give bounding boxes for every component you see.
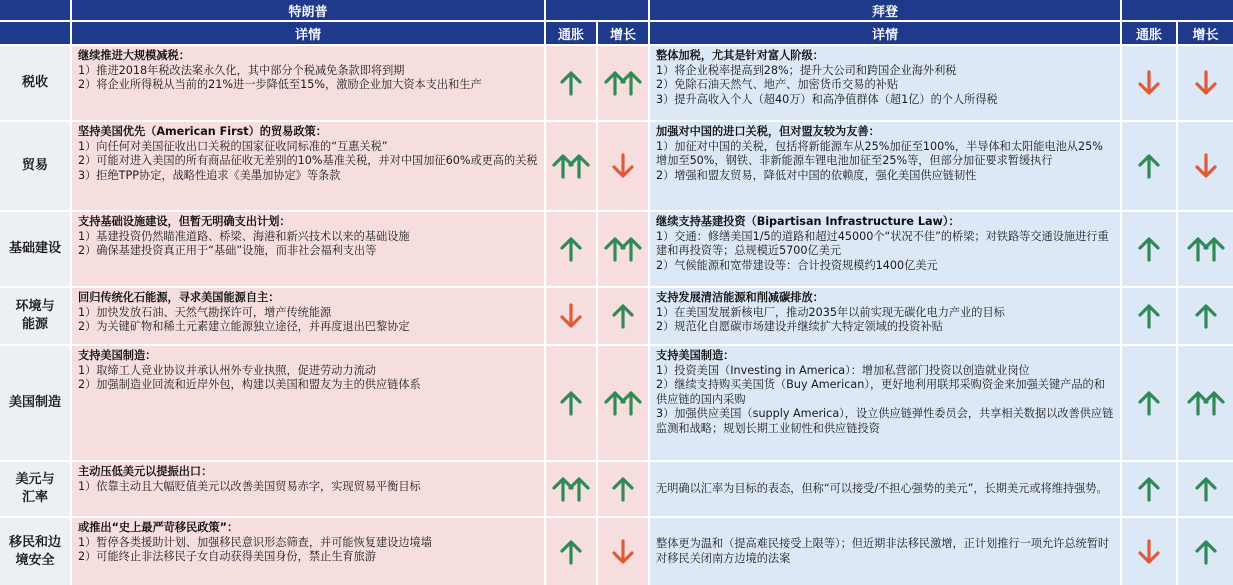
trump-policy-line: 2）确保基建投资真正用于“基础”设施，而非社会福利支出等 (78, 244, 377, 258)
biden-policy-line: 3）加强供应美国（supply America），设立供应链弹性委员会，共享相关数据以改善供应链监测和战略；规划长期工业韧性和供应链投资 (656, 407, 1114, 435)
arrow-down-icon (1194, 69, 1218, 97)
biden-inflation-cell (1122, 346, 1176, 460)
biden-policy-line: 2）免除石油天然气、地产、加密货币交易的补贴 (656, 78, 899, 92)
arrow-up-icon (559, 235, 583, 263)
trump-details-cell (72, 346, 544, 460)
biden-inflation-header-label: 通胀 (1135, 27, 1162, 43)
category-label-line: 美元与 (15, 472, 55, 487)
biden-policy-title: 整体加税，尤其是针对富人阶级： (656, 49, 824, 62)
double-arrow-up-icon (552, 475, 590, 503)
trump-policy-title: 主动压低美元以提振出口： (78, 465, 213, 478)
trump-inflation-header (546, 22, 596, 44)
biden-policy-line: 1）将企业税率提高到28%；提升大公司和跨国企业海外利税 (656, 63, 957, 77)
arrow-up-icon (559, 69, 583, 97)
biden-inflation-cell (1122, 462, 1176, 516)
biden-details-cell (650, 346, 1120, 460)
trump-growth-header (598, 22, 648, 44)
category-label: 税收 (21, 75, 48, 90)
double-arrow-up-icon (1187, 235, 1225, 263)
biden-header-label: 拜登 (871, 4, 898, 20)
biden-growth-cell (1178, 518, 1233, 585)
arrow-up-icon (559, 538, 583, 566)
double-arrow-up-icon (604, 235, 642, 263)
trump-policy-title: 支持基础设施建设，但暂无明确支出计划： (78, 215, 291, 228)
trump-policy-line: 1）依靠主动且大幅贬值美元以改善美国贸易赤字，实现贸易平衡目标 (78, 479, 421, 493)
biden-growth-cell (1178, 462, 1233, 516)
trump-policy-title: 支持美国制造： (78, 349, 157, 362)
trump-header (72, 0, 544, 20)
trump-inflation-cell (546, 122, 596, 210)
biden-growth-cell (1178, 46, 1233, 120)
biden-header-spacer (1122, 0, 1233, 20)
trump-policy-line: 2）为关键矿物和稀土元素建立能源独立途径，并再度退出巴黎协定 (78, 320, 410, 334)
biden-inflation-cell (1122, 122, 1176, 210)
trump-inflation-cell (546, 288, 596, 344)
double-arrow-up-icon (604, 389, 642, 417)
biden-policy-line: 无明确以汇率为目标的表态，但称“可以接受/不担心强势的美元”，长期美元或将维持强势。 (656, 481, 1108, 495)
biden-growth-cell (1178, 122, 1233, 210)
trump-growth-cell (598, 46, 648, 120)
trump-growth-header-label: 增长 (609, 27, 636, 43)
biden-policy-title: 继续支持基建投资（Bipartisan Infrastructure Law）： (656, 215, 960, 228)
trump-header-label: 特朗普 (288, 4, 328, 20)
double-arrow-up-icon (552, 152, 590, 180)
arrow-up-icon (1194, 475, 1218, 503)
category-label: 美国制造 (8, 395, 61, 410)
biden-details-cell (650, 122, 1120, 210)
trump-policy-line: 2）加强制造业回流和近岸外包，构建以美国和盟友为主的供应链体系 (78, 378, 421, 392)
arrow-up-icon (1137, 152, 1161, 180)
arrow-down-icon (559, 302, 583, 330)
category-cell (0, 122, 70, 210)
trump-policy-line: 1）取缔工人竞业协议并承认州外专业执照，促进劳动力流动 (78, 363, 376, 377)
category-label (15, 471, 54, 507)
trump-inflation-header-label: 通胀 (557, 27, 584, 43)
trump-growth-cell (598, 122, 648, 210)
trump-policy-line: 1）加快发放石油、天然气勘探许可，增产传统能源 (78, 305, 332, 319)
arrow-up-icon (559, 389, 583, 417)
trump-inflation-cell (546, 212, 596, 286)
trump-growth-cell (598, 346, 648, 460)
arrow-up-icon (1194, 302, 1218, 330)
arrow-up-icon (1137, 235, 1161, 263)
biden-policy-line: 2）规范化自愿碳市场建设并继续扩大特定领域的投资补贴 (656, 320, 943, 334)
biden-policy-line: 3）提升高收入个人（超40万）和高净值群体（超1亿）的个人所得税 (656, 92, 998, 106)
trump-policy-line: 2）可能对进入美国的所有商品征收无差别的10%基准关税，并对中国加征60%或更高的关税 (78, 154, 538, 168)
biden-inflation-cell (1122, 518, 1176, 585)
trump-details-cell (72, 518, 544, 585)
trump-inflation-cell (546, 46, 596, 120)
arrow-up-icon (1137, 475, 1161, 503)
biden-inflation-cell (1122, 46, 1176, 120)
trump-header-spacer (546, 0, 648, 20)
category-label-line: 能源 (21, 317, 48, 332)
category-cell (0, 462, 70, 516)
trump-policy-line: 2）可能终止非法移民子女自动获得美国身份，禁止生育旅游 (78, 550, 376, 564)
double-arrow-up-icon (604, 69, 642, 97)
trump-inflation-cell (546, 462, 596, 516)
biden-policy-line: 1）投资美国（Investing in America）：增加私营部门投资以创造就业岗位 (656, 363, 1030, 377)
biden-policy-line: 1）交通：修缮美国1/5的道路和超过45000个“状况不佳”的桥梁；对铁路等交通设施进行重建和再投资等；总规模近5700亿美元 (656, 229, 1109, 258)
biden-policy-title: 支持发展清洁能源和削减碳排放： (656, 291, 824, 304)
arrow-up-icon (1137, 389, 1161, 417)
arrow-down-icon (611, 538, 635, 566)
trump-policy-line: 1）暂停各类援助计划、加强移民意识形态筛查，并可能恢复建设边境墙 (78, 535, 432, 549)
biden-growth-cell (1178, 212, 1233, 286)
category-cell (0, 212, 70, 286)
biden-header (650, 0, 1120, 20)
category-cell (0, 288, 70, 344)
arrow-up-icon (1137, 302, 1161, 330)
trump-details-header-label: 详情 (294, 27, 321, 43)
category-label-line: 汇率 (21, 490, 48, 505)
trump-details-header (72, 22, 544, 44)
biden-growth-cell (1178, 288, 1233, 344)
trump-policy-line: 1）向任何对美国征收出口关税的国家征收同标准的“互惠关税” (78, 139, 388, 153)
category-label: 贸易 (21, 158, 48, 173)
arrow-down-icon (611, 152, 635, 180)
category-cell (0, 346, 70, 460)
biden-policy-line: 1）在美国发展新核电厂，推动2035年以前实现无碳化电力产业的目标 (656, 305, 1005, 319)
biden-policy-line: 2）气候能源和宽带建设等：合计投资规模约1400亿美元 (656, 258, 938, 272)
biden-inflation-cell (1122, 212, 1176, 286)
category-label: 基础建设 (8, 241, 61, 256)
biden-policy-title: 支持美国制造： (656, 349, 735, 362)
biden-details-cell (650, 46, 1120, 120)
double-arrow-up-icon (1187, 389, 1225, 417)
trump-growth-cell (598, 518, 648, 585)
biden-inflation-header (1122, 22, 1176, 44)
arrow-up-icon (1194, 538, 1218, 566)
biden-details-header-label: 详情 (871, 27, 898, 43)
trump-growth-cell (598, 288, 648, 344)
trump-policy-title: 坚持美国优先（American First）的贸易政策： (78, 125, 327, 138)
biden-policy-title: 加强对中国的进口关税，但对盟友较为友善： (656, 125, 880, 138)
biden-policy-line: 整体更为温和（提高难民接受上限等）；但近期非法移民激增，正计划推行一项允许总统暂时对移民关闭南方边境的法案 (656, 536, 1110, 565)
header-corner (0, 0, 70, 20)
arrow-down-icon (1194, 152, 1218, 180)
biden-details-cell (650, 518, 1120, 585)
category-label-line: 环境与 (15, 299, 55, 314)
trump-details-cell (72, 462, 544, 516)
biden-growth-cell (1178, 346, 1233, 460)
trump-policy-title: 或推出“史上最严苛移民政策”： (78, 521, 239, 534)
arrow-down-icon (1137, 538, 1161, 566)
trump-inflation-cell (546, 518, 596, 585)
biden-details-cell (650, 288, 1120, 344)
trump-details-cell (72, 212, 544, 286)
biden-details-header (650, 22, 1120, 44)
category-cell (0, 46, 70, 120)
trump-inflation-cell (546, 346, 596, 460)
category-label (9, 534, 61, 570)
biden-details-cell (650, 462, 1120, 516)
arrow-up-icon (611, 302, 635, 330)
biden-policy-line: 1）加征对中国的关税，包括将新能源车从25%加征至100%，半导体和太阳能电池从25%增加至50%，钢铁、非新能源车锂电池加征至25%等，但部分加征要求暂缓执行 (656, 139, 1103, 168)
subheader-corner (0, 22, 70, 44)
biden-growth-header (1178, 22, 1233, 44)
biden-inflation-cell (1122, 288, 1176, 344)
trump-growth-cell (598, 462, 648, 516)
biden-policy-line: 2）增强和盟友贸易，降低对中国的依赖度，强化美国供应链韧性 (656, 168, 977, 182)
trump-policy-line: 1）基建投资仍然瞄准道路、桥梁、海港和新兴技术以来的基础设施 (78, 229, 410, 243)
trump-details-cell (72, 122, 544, 210)
biden-details-cell (650, 212, 1120, 286)
category-label-line: 移民和边 (8, 534, 61, 550)
arrow-up-icon (611, 475, 635, 503)
trump-growth-cell (598, 212, 648, 286)
category-label-line: 境安全 (15, 552, 55, 568)
trump-policy-line: 1）推进2018年税改法案永久化，其中部分个税减免条款即将到期 (78, 63, 405, 77)
category-label (15, 298, 54, 334)
trump-policy-title: 回归传统化石能源，寻求美国能源自主： (78, 291, 280, 304)
arrow-down-icon (1137, 69, 1161, 97)
trump-details-cell (72, 46, 544, 120)
trump-policy-line: 2）将企业所得税从当前的21%进一步降低至15%，激励企业加大资本支出和生产 (78, 78, 482, 92)
trump-policy-line: 3）拒绝TPP协定，战略性追求《美墨加协定》等条款 (78, 168, 341, 182)
biden-growth-header-label: 增长 (1192, 27, 1219, 43)
category-cell (0, 518, 70, 585)
biden-policy-line: 2）继续支持购买美国货（Buy American），更好地利用联邦采购资金来加强关键产品的和供应链的国内采购 (656, 378, 1105, 406)
trump-policy-title: 继续推进大规模减税： (78, 49, 190, 62)
trump-details-cell (72, 288, 544, 344)
